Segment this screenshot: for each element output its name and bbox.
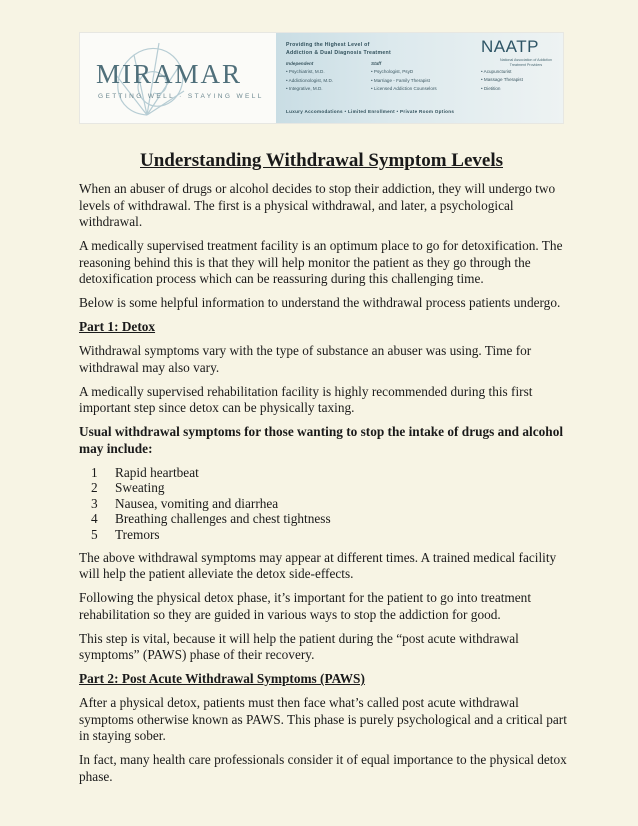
section-heading-detox: Part 1: Detox (79, 319, 156, 334)
paragraph: A medically supervised treatment facility is an optimum place to go for detoxification. The reasoning behind this is that they will help monitor the patient as they go through the detoxification process which can be reassuring during this challenging time. (79, 238, 563, 286)
services-column-independent (286, 60, 333, 93)
list-item: • Psychologist, PsyD (371, 69, 414, 75)
header-banner (79, 32, 564, 124)
list-item (91, 496, 569, 512)
list-number: 3 (91, 495, 98, 511)
column-label: Independent (286, 61, 314, 66)
list-item: • Marriage - Family Therapist (371, 77, 430, 83)
list-number: 1 (91, 464, 98, 480)
symptoms-lead: Usual withdrawal symptoms for those wanting to stop the intake of drugs and alcohol may include: (79, 424, 564, 456)
list-item: • Acupuncturist (481, 69, 512, 74)
paragraph: Withdrawal symptoms vary with the type of substance an abuser was using. Time for withdrawal may also vary. (79, 343, 532, 375)
naatp-subtitle: National Association of Addiction Treatment Providers (500, 58, 552, 67)
list-text: Rapid heartbeat (115, 464, 199, 480)
list-item: • Massage Therapist (481, 77, 523, 83)
list-item (91, 465, 569, 481)
section-heading-paws: Part 2: Post Acute Withdrawal Symptoms (PAWS) (79, 671, 365, 686)
services-column-extra (481, 68, 523, 93)
list-item: • Integrative, M.D. (286, 85, 323, 91)
list-text: Breathing challenges and chest tightness (115, 511, 331, 526)
brand-tagline: GETTING WELL · STAYING WELL (98, 93, 264, 100)
list-item (91, 511, 569, 527)
list-item: • Licensed Addiction Counselors (371, 85, 437, 91)
brand-name: MIRAMAR (96, 59, 243, 89)
list-text: Nausea, vomiting and diarrhea (115, 495, 279, 511)
column-label: Staff (371, 61, 382, 66)
paragraph: The above withdrawal symptoms may appear at different times. A trained medical facility will help the patient alleviate the detox side-effects. (79, 549, 557, 581)
paragraph: In fact, many health care professionals consider it of equal importance to the physical detox phase. (79, 752, 567, 784)
panel-heading (286, 41, 391, 57)
naatp-logo: NAATP (481, 37, 539, 56)
paragraph: A medically supervised rehabilitation facility is highly recommended during this first important step since detox can be physically taxing. (79, 383, 533, 415)
list-number: 2 (91, 480, 98, 495)
list-item: • Dietition (481, 85, 501, 91)
list-text: Tremors (115, 526, 160, 542)
services-panel (276, 33, 564, 124)
panel-heading-line2: Addiction & Dual Diagnosis Treatment (286, 50, 392, 56)
paragraph: Following the physical detox phase, it’s important for the patient to go into treatment rehabilitation so they are guided in various ways to stop the addiction for good. (79, 590, 532, 622)
panel-heading-line1: Providing the Highest Level of (286, 42, 370, 48)
list-item: • Addictionologist, M.D. (286, 77, 334, 83)
list-text: Sweating (115, 480, 165, 495)
paragraph: When an abuser of drugs or alcohol decides to stop their addiction, they will undergo two levels of withdrawal. The first is a physical withdrawal, and later, a psychological withdrawal. (79, 181, 556, 229)
paragraph: Below is some helpful information to understand the withdrawal process patients undergo. (79, 295, 561, 310)
list-number: 4 (91, 511, 98, 526)
paragraph: This step is vital, because it will help the patient during the “post acute withdrawal symptoms” (PAWS) phase of their recovery. (79, 630, 519, 662)
list-number: 5 (91, 526, 98, 542)
page-title: Understanding Withdrawal Symptom Levels (140, 150, 503, 171)
list-item (91, 527, 569, 543)
symptoms-list (79, 465, 569, 543)
services-column-staff (371, 60, 437, 93)
list-item (91, 480, 569, 496)
list-item: • Psychiatrist, M.D. (286, 69, 325, 75)
paragraph: After a physical detox, patients must then face what’s called post acute withdrawal symptoms otherwise known as PAWS. This phase is purely psychological and a critical part in staying sober. (79, 695, 567, 743)
panel-footer: Luxury Accomodations • Limited Enrollment • Private Room Options (286, 109, 455, 114)
document-body (79, 181, 569, 793)
